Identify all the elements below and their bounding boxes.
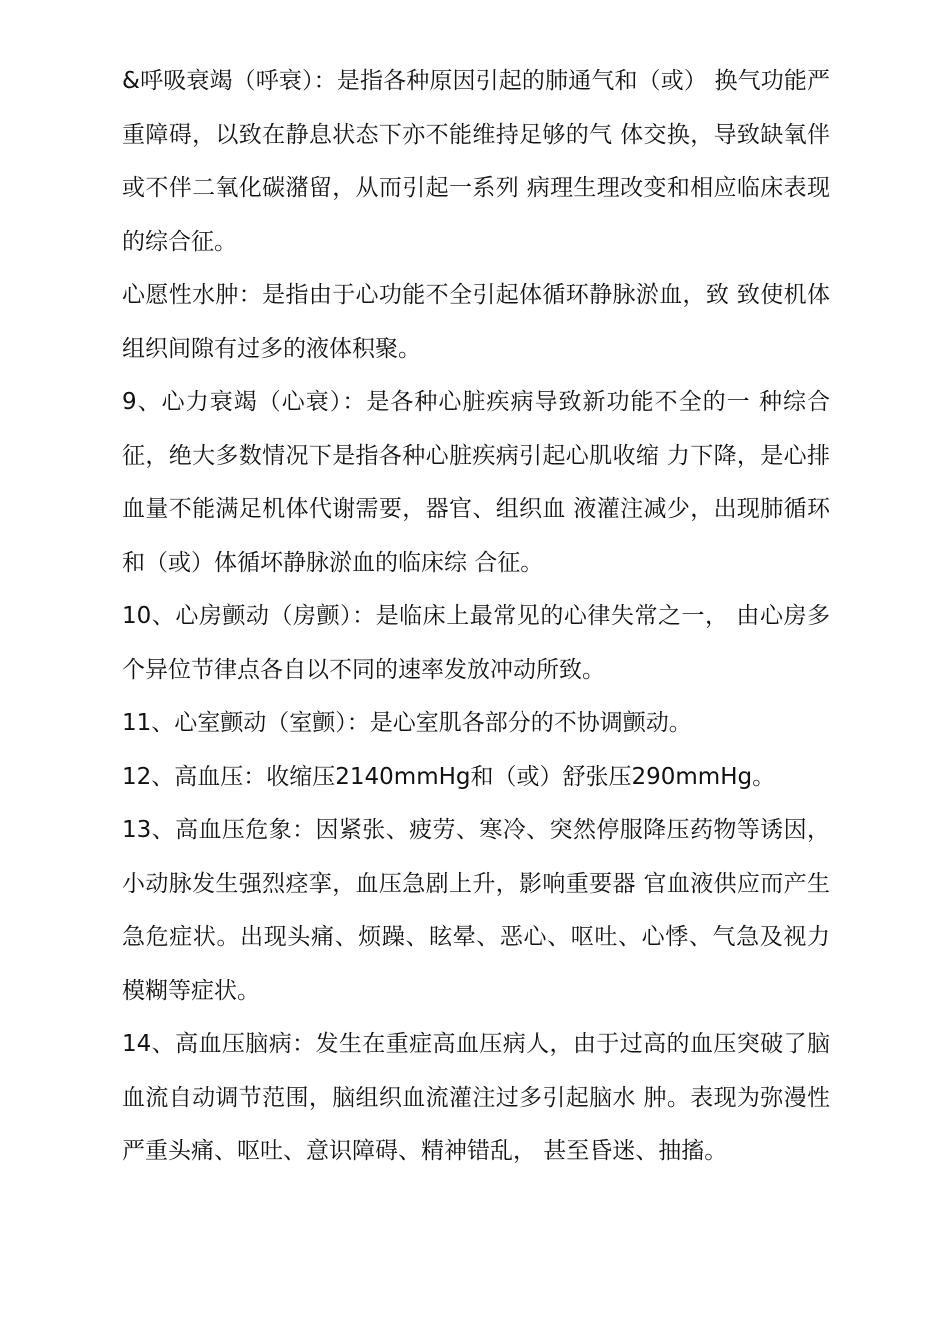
paragraph-heart-failure: 9、心力衰竭（心衰）：是各种心脏疾病导致新功能不全的一 种综合征，绝大多数情况下是指各种心脏疾病引起心肌收缩 力下降，是心排血量不能满足机体代谢需要，器官、组织血 液灌注减少，出现肺循环和（或）体循坏静脉淤血的临床综 合征。 <box>122 389 830 576</box>
paragraph-hypertension: 12、高血压：收缩压2140mmHg和（或）舒张压290mmHg。 <box>122 763 776 790</box>
paragraph-hypertensive-encephalopathy: 14、高血压脑病：发生在重症高血压病人，由于过高的血压突破了脑血流自动调节范围，脑组织血流灌注过多引起脑水 肿。表现为弥漫性严重头痛、呕吐、意识障碍、精神错乱， 甚至昏迷、抽搐。 <box>122 1031 830 1164</box>
paragraph-ventricular-fibrillation: 11、心室颤动（室颤）：是心室肌各部分的不协调颤动。 <box>122 710 692 736</box>
paragraph-respiratory-failure: &呼吸衰竭（呼衰）：是指各种原因引起的肺通气和（或） 换气功能严重障碍，以致在静息状态下亦不能维持足够的气 体交换，导致缺氧伴或不伴二氧化碳潴留，从而引起一系列 病理生理改变和相应临床表现的综合征。 <box>122 68 830 255</box>
document-page <box>122 55 830 1179</box>
paragraph-hypertensive-crisis: 13、高血压危象：因紧张、疲劳、寒冷、突然停服降压药物等诱因，小动脉发生强烈痉挛，血压急剧上升，影响重要器 官血液供应而产生急危症状。出现头痛、烦躁、眩晕、恶心、呕吐、心悸、气急及视力模糊等症状。 <box>122 817 830 1004</box>
paragraph-atrial-fibrillation: 10、心房颤动（房颤）：是临床上最常见的心律失常之一， 由心房多个异位节律点各自以不同的速率发放冲动所致。 <box>122 603 830 683</box>
paragraph-cardiac-edema: 心愿性水肿：是指由于心功能不全引起体循环静脉淤血，致 致使机体组织间隙有过多的液体积聚。 <box>122 282 830 362</box>
